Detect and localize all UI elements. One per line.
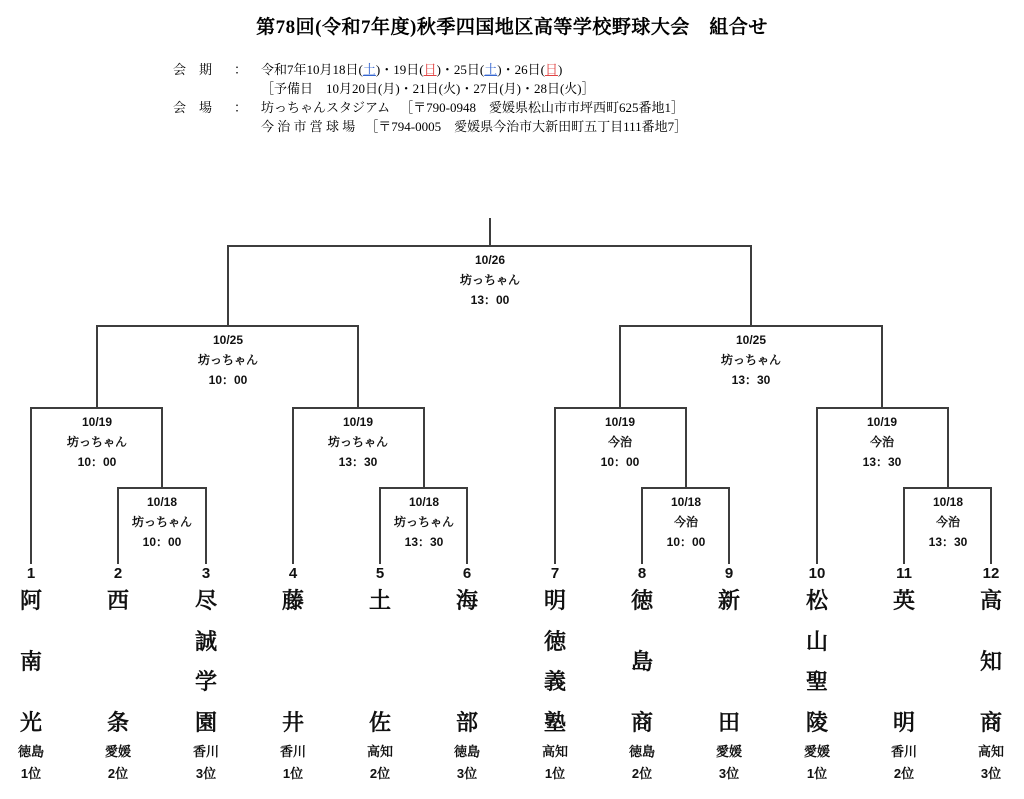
game-venue: 坊っちゃん [393, 515, 455, 529]
team-number: 7 [550, 565, 560, 582]
game-venue: 坊っちゃん [459, 273, 521, 287]
team-prefecture: 香川 [279, 744, 306, 759]
game-venue: 今治 [607, 435, 633, 449]
bracket-line-qf2-drop [357, 325, 359, 409]
game-venue: 坊っちゃん [66, 435, 128, 449]
bracket-line-qf1 [31, 407, 162, 409]
team-prefecture: 高知 [541, 744, 568, 759]
team-column-3 [174, 564, 238, 782]
team-prefecture: 徳島 [17, 744, 44, 759]
bracket-line-r1b [380, 487, 467, 489]
game-venue: 今治 [935, 515, 961, 529]
game-date: 10/25 [735, 333, 767, 347]
team-name: 尽 誠 学 園 [194, 588, 217, 735]
team-prefecture: 愛媛 [803, 744, 830, 759]
team-column-6 [435, 564, 499, 782]
game-time: 10：00 [666, 535, 706, 549]
date-text: ) [557, 62, 563, 77]
bracket-line-champion-stub [489, 218, 491, 247]
game-time: 13：00 [470, 293, 510, 307]
team-prefecture: 高知 [366, 744, 393, 759]
team-rank: 2位 [631, 766, 653, 781]
game-label-qf3 [601, 412, 640, 472]
team-rank: 3位 [456, 766, 478, 781]
bracket-line-sf1 [97, 325, 358, 327]
game-date: 10/18 [932, 495, 964, 509]
game-venue: 今治 [869, 435, 895, 449]
bracket-line-qf3-drop [619, 325, 621, 409]
bracket-line-team12-drop [990, 487, 992, 564]
bracket-line-qf4 [817, 407, 948, 409]
game-time: 10：00 [77, 455, 117, 469]
bracket-line-sf2 [620, 325, 882, 327]
bracket-line-team2-drop [117, 487, 119, 564]
game-time: 10：00 [142, 535, 182, 549]
game-venue: 坊っちゃん [197, 353, 259, 367]
bracket-line-team1-drop [30, 407, 32, 564]
team-prefecture: 高知 [977, 744, 1004, 759]
game-label-r1b [394, 492, 454, 552]
team-prefecture: 香川 [192, 744, 219, 759]
venue-2-address: ［〒794-0005 愛媛県今治市大新田町五丁目111番地7］ [365, 119, 688, 134]
team-column-1 [0, 564, 63, 782]
bracket-line-r1c [642, 487, 729, 489]
game-label-sf1 [198, 330, 258, 390]
team-column-10 [785, 564, 849, 782]
team-name: 藤 井 [281, 588, 304, 735]
bracket-line-final [228, 245, 751, 247]
game-label-r1d [929, 492, 968, 552]
team-prefecture: 愛媛 [104, 744, 131, 759]
bracket-line-team9-drop [728, 487, 730, 564]
team-number: 2 [113, 565, 123, 582]
game-label-sf2 [721, 330, 781, 390]
team-number: 8 [637, 565, 647, 582]
page-title: 第78回(令和7年度)秋季四国地区高等学校野球大会 組合せ [256, 17, 768, 38]
bracket-line-qf1-drop [96, 325, 98, 409]
bracket-line-r1d [904, 487, 991, 489]
team-name: 西 条 [106, 588, 129, 735]
team-prefecture: 愛媛 [715, 744, 742, 759]
game-time: 13：30 [404, 535, 444, 549]
team-rank: 3位 [195, 766, 217, 781]
sunday-mark: 日 [423, 62, 437, 77]
team-number: 4 [288, 565, 298, 582]
team-number: 10 [808, 565, 826, 582]
bracket-line-sf2-drop [750, 245, 752, 327]
game-date: 10/18 [670, 495, 702, 509]
bracket-line-r1d-drop [947, 407, 949, 489]
reserve-days: ［予備日 10月20日(月)・21日(火)・27日(月)・28日(火)］ [261, 81, 595, 96]
venue-label: 会 場 [173, 100, 213, 115]
game-time: 10：00 [600, 455, 640, 469]
team-rank: 1位 [20, 766, 42, 781]
bracket-line-qf4-drop [881, 325, 883, 409]
team-number: 3 [201, 565, 211, 582]
team-name: 海 部 [455, 588, 478, 735]
game-venue: 坊っちゃん [720, 353, 782, 367]
team-name: 英 明 [892, 588, 915, 735]
team-prefecture: 徳島 [453, 744, 480, 759]
game-time: 13：30 [338, 455, 378, 469]
game-time: 13：30 [731, 373, 771, 387]
date-text: )・26日( [497, 62, 545, 77]
bracket-line-sf1-drop [227, 245, 229, 327]
date-text: 令和7年10月18日( [261, 62, 363, 77]
game-date: 10/18 [146, 495, 178, 509]
game-label-qf1 [67, 412, 127, 472]
venue-1-address: ［〒790-0948 愛媛県松山市市坪西町625番地1］ [400, 100, 684, 115]
bracket-line-team10-drop [816, 407, 818, 564]
game-label-qf4 [863, 412, 902, 472]
team-prefecture: 香川 [890, 744, 917, 759]
bracket-line-team8-drop [641, 487, 643, 564]
bracket-line-team4-drop [292, 407, 294, 564]
bracket-line-qf2 [293, 407, 424, 409]
game-time: 10：00 [208, 373, 248, 387]
team-column-4 [261, 564, 325, 782]
game-date: 10/26 [474, 253, 506, 267]
team-column-11 [872, 564, 936, 782]
game-date: 10/25 [212, 333, 244, 347]
team-name: 徳 島 商 [630, 588, 653, 735]
bracket-line-r1a [118, 487, 206, 489]
saturday-mark: 土 [484, 62, 498, 77]
date-text: )・25日( [436, 62, 485, 77]
team-rank: 2位 [369, 766, 391, 781]
team-column-2 [86, 564, 150, 782]
team-name: 高 知 商 [979, 588, 1002, 735]
game-label-r1c [667, 492, 706, 552]
saturday-mark: 土 [362, 62, 376, 77]
bracket-line-qf3 [555, 407, 686, 409]
bracket-line-team3-drop [205, 487, 207, 564]
team-rank: 3位 [980, 766, 1002, 781]
team-number: 1 [26, 565, 36, 582]
game-label-r1a [132, 492, 192, 552]
team-number: 11 [896, 565, 912, 582]
team-number: 12 [982, 565, 1000, 582]
game-date: 10/19 [342, 415, 374, 429]
game-label-qf2 [328, 412, 388, 472]
bracket-line-team7-drop [554, 407, 556, 564]
team-rank: 2位 [893, 766, 915, 781]
game-date: 10/19 [81, 415, 113, 429]
bracket-line-r1b-drop [423, 407, 425, 489]
game-date: 10/19 [866, 415, 898, 429]
game-label-final [460, 250, 520, 310]
bracket-line-team11-drop [903, 487, 905, 564]
date-text: )・19日( [375, 62, 424, 77]
team-column-8 [610, 564, 674, 782]
game-date: 10/19 [604, 415, 636, 429]
session-colon: ： [234, 62, 248, 77]
venue-1-name: 坊っちゃんスタジアム [261, 100, 391, 115]
team-name: 明 徳 義 塾 [543, 588, 566, 735]
team-rank: 1位 [544, 766, 566, 781]
game-venue: 今治 [673, 515, 699, 529]
team-number: 5 [375, 565, 385, 582]
bracket-line-team6-drop [466, 487, 468, 564]
team-rank: 1位 [282, 766, 304, 781]
game-venue: 坊っちゃん [327, 435, 389, 449]
team-column-7 [523, 564, 587, 782]
game-time: 13：30 [928, 535, 968, 549]
game-venue: 坊っちゃん [131, 515, 193, 529]
bracket-line-r1c-drop [685, 407, 687, 489]
game-time: 13：30 [862, 455, 902, 469]
team-rank: 2位 [107, 766, 129, 781]
team-column-9 [697, 564, 761, 782]
bracket-line-team5-drop [379, 487, 381, 564]
sunday-mark: 日 [544, 62, 558, 77]
team-number: 9 [724, 565, 734, 582]
team-column-12 [959, 564, 1023, 782]
game-date: 10/18 [408, 495, 440, 509]
venue-colon: ： [234, 100, 248, 115]
team-name: 松 山 聖 陵 [805, 588, 828, 735]
team-rank: 1位 [806, 766, 828, 781]
team-rank: 3位 [718, 766, 740, 781]
session-label: 会 期 [173, 62, 213, 77]
team-name: 土 佐 [368, 588, 391, 735]
team-column-5 [348, 564, 412, 782]
team-name: 阿 南 光 [19, 588, 42, 735]
team-prefecture: 徳島 [628, 744, 655, 759]
team-number: 6 [462, 565, 472, 582]
team-name: 新 田 [717, 588, 740, 735]
venue-2-name: 今 治 市 営 球 場 [261, 119, 356, 134]
bracket-line-r1a-drop [161, 407, 163, 489]
